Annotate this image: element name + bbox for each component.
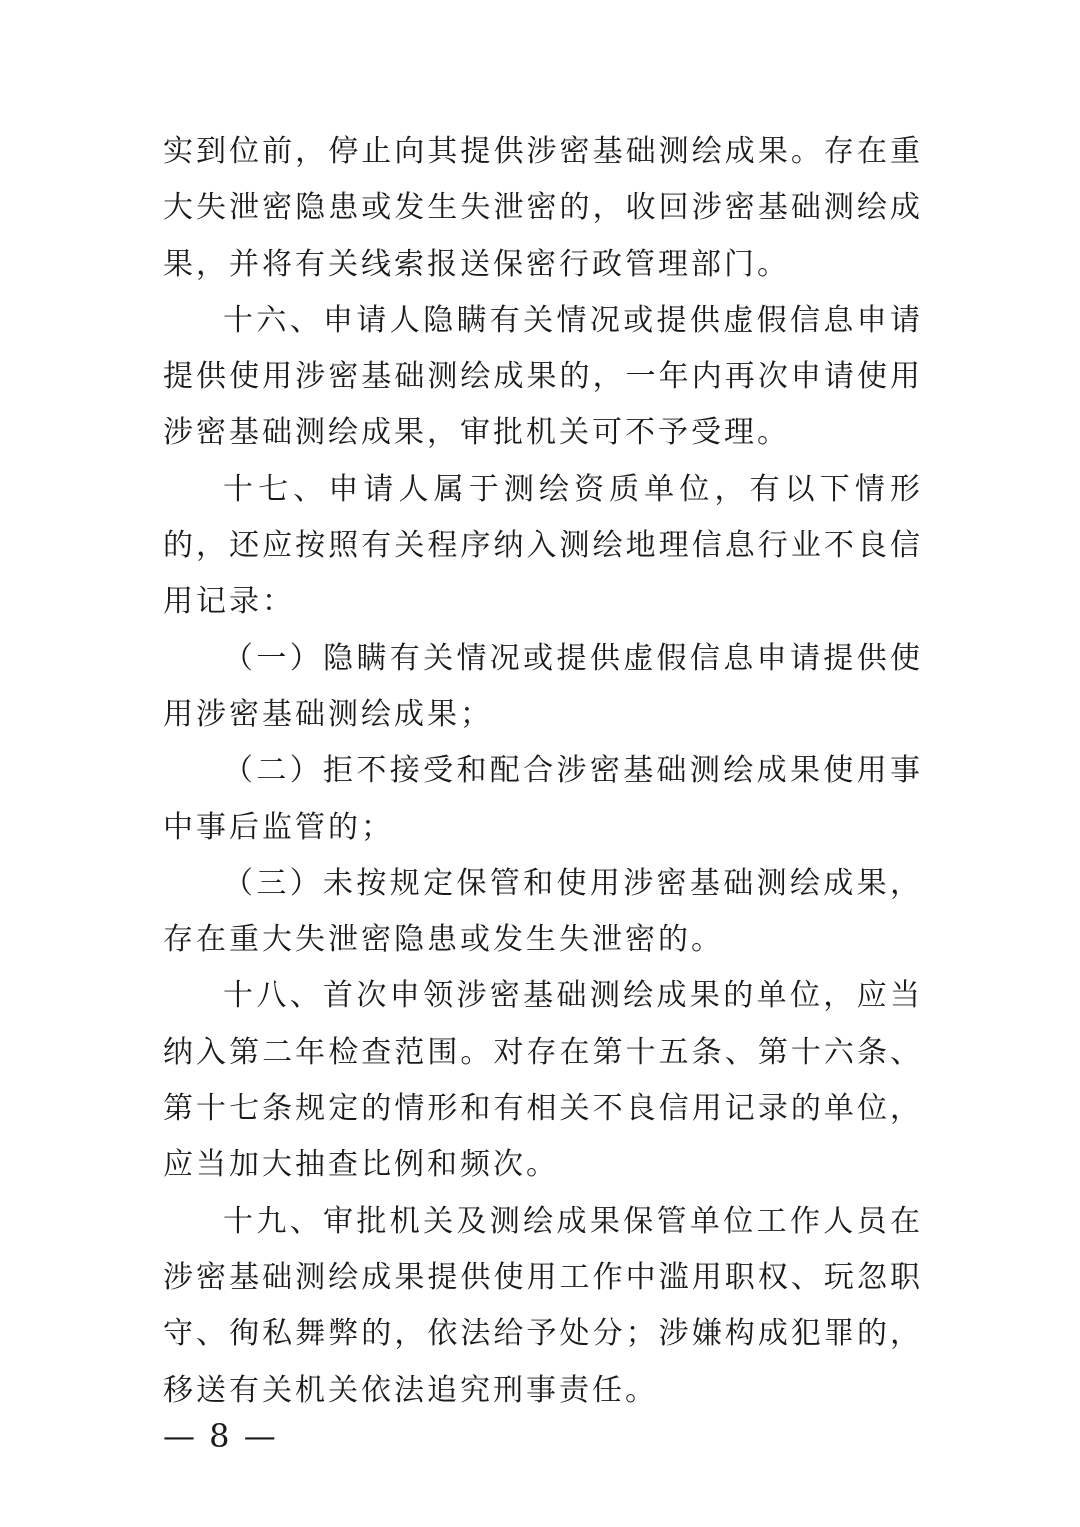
paragraph-article-17: 十七、申请人属于测绘资质单位，有以下情形的，还应按照有关程序纳入测绘地理信息行业不良信用记录：: [163, 471, 923, 620]
paragraph-article-16: 十六、申请人隐瞒有关情况或提供虚假信息申请提供使用涉密基础测绘成果的，一年内再次申请使用涉密基础测绘成果，审批机关可不予受理。: [163, 302, 923, 451]
paragraph-item-3: （三）未按规定保管和使用涉密基础测绘成果，存在重大失泄密隐患或发生失泄密的。: [163, 865, 923, 958]
paragraph-continuation: 实到位前，停止向其提供涉密基础测绘成果。存在重大失泄密隐患或发生失泄密的，收回涉密基础测绘成果，并将有关线索报送保密行政管理部门。: [163, 134, 923, 282]
paragraph-article-19: 十九、审批机关及测绘成果保管单位工作人员在涉密基础测绘成果提供使用工作中滥用职权、玩忽职守、徇私舞弊的，依法给予处分；涉嫌构成犯罪的，移送有关机关依法追究刑事责任。: [163, 1203, 923, 1408]
paragraph-item-2: （二）拒不接受和配合涉密基础测绘成果使用事中事后监管的；: [163, 753, 923, 845]
document-body: [163, 124, 923, 1419]
page-number: — 8 —: [163, 1417, 278, 1455]
paragraph-item-1: （一）隐瞒有关情况或提供虚假信息申请提供使用涉密基础测绘成果；: [163, 640, 923, 732]
paragraph-article-18: 十八、首次申领涉密基础测绘成果的单位，应当纳入第二年检查范围。对存在第十五条、第十六条、第十七条规定的情形和有相关不良信用记录的单位，应当加大抽查比例和频次。: [163, 978, 923, 1183]
